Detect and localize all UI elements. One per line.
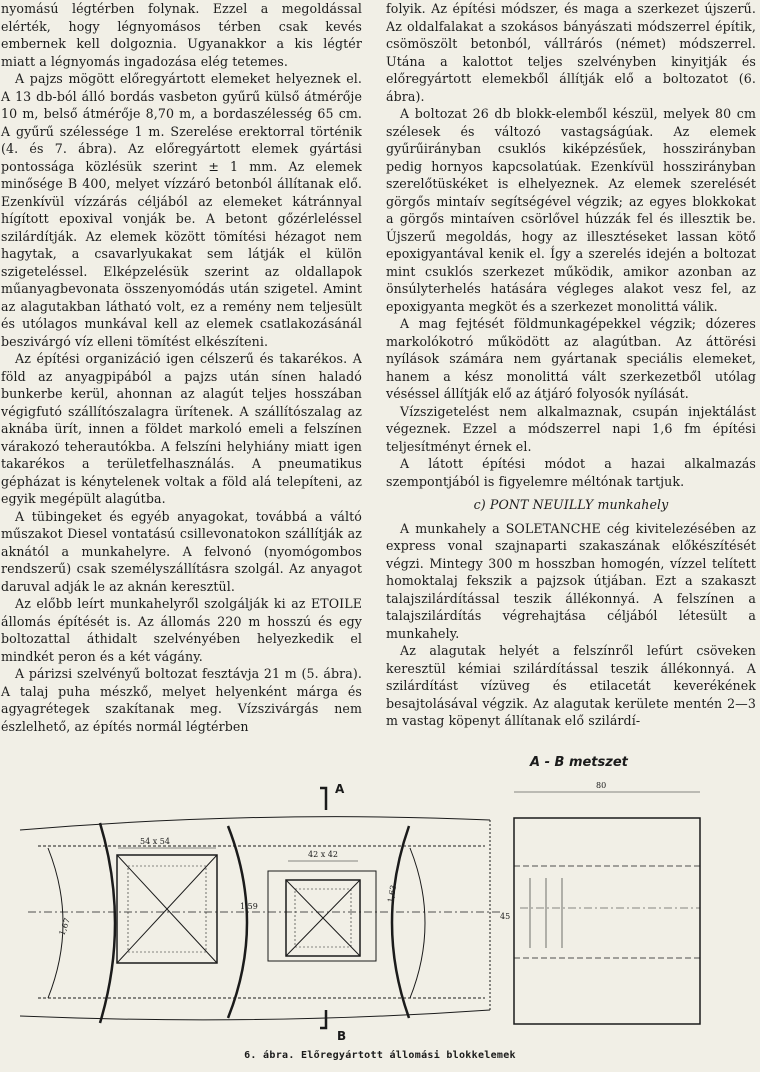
plan-top-edge [20,817,490,830]
joint-arc [410,848,425,998]
paragraph: Az építési organizáció igen célszerű és takarékos. A föld az anyagpipából a pajzs után sínen haladó bunkerbe kerül, ahonnan az alagút teljes hosszában végigfutó szállítószalagra ürítenek. A szállítószalag az aknába ürít, innen a földet markoló emeli a felszínen várakozó teherautókba. A felszíni helyhiány miatt igen takarékos a területfelhasználás. A pneumatikus gépházat is kénytelenek voltak a föld alá telepíteni, az egyik megépült alagútba. [1,351,362,506]
section-hidden-lines [514,866,700,958]
paragraph: A tübingeket és egyéb anyagokat, továbbá a váltó műszakot Diesel vontatású csillevonatokon szállítják az aknától a munkahelyre. A felvonó (nyomógombos rendszerű) csak személyszállításra szolgál. Az anyagot daruval adják le az aknán keresztül. [1,508,362,594]
plan-bottom-edge [20,1010,490,1020]
paragraph: nyomású légtérben folynak. Ezzel a megoldással elérték, hogy légnyomásos térben csak kevés embernek kell dolgoznia. Ugyanakkor a kis légtér miatt a légnyomás ingadozása elég tetemes. [1,1,362,69]
technical-drawing [0,748,760,1048]
center-block-diagonals [286,880,360,956]
dim-163: 1,63 [386,884,399,904]
left-block-diagonals [117,855,217,963]
section-title: A - B metszet [530,755,628,770]
paragraph: Az alagutak helyét a felszínről lefúrt csöveken keresztül kémiai szilárdítással teszik állékonnyá. A szilárdítást vízüveg és etilacetát keverékének besajtolásával végzik. Az alagutak kerülete mentén 2—3 m vastag köpenyt állítanak elő szilárdí- [386,643,756,728]
right-text-column [386,0,756,730]
section-mark-b [320,1010,326,1028]
figure-caption: 6. ábra. Előregyártott állomási blokkelemek [244,1050,516,1061]
paragraph: A pajzs mögött előregyártott elemeket helyeznek el. A 13 db-ból álló bordás vasbeton gyűrű külső átmérője 10 m, belső átmérője 8,70 m, a bordaszélesség 65 cm. A gyűrű szélessége 1 m. Szerelése erektorral történik (4. és 7. ábra). Az előregyártott elemek gyártási pontossága közlésük szerint ± 1 mm. Az elemek minősége B 400, melyet vízzáró betonból állítanak elő. Ezenkívül vízzárás céljából az elemeket kátránnyal hígított epoxival vonják be. A betont gőzérleléssel szilárdítják. Az elemek között tömítési hézagot nem hagytak, a csavarlyukakat sem látják el külön szigeteléssel. Elképzelésük szerint az oldallapok műanyagbevonata összenyomódás után szigetel. Amint az alagutakban látható volt, ez a remény nem teljesült és utólagos munkával kell az elemek csatlakozásánál beszivárgó víz elleni tömítést elkészíteni. [1,71,362,349]
paragraph: Vízszigetelést nem alkalmaznak, csupán injektálást végeznek. Ezzel a módszerrel napi 1,6 fm építési teljesítményt érnek el. [386,403,756,454]
joint-arc [100,823,115,1023]
paragraph: A mag fejtését földmunkagépekkel végzik; dózeres markolókotró működött az alagútban. Az áttörési nyílások számára nem gyártanak speciális elemeket, hanem a kész monolittá vált szerkezetből utólag véséssel állítják elő az átjáró folyosók nyílását. [386,316,756,401]
section-heading: c) PONT NEUILLY munkahely [473,497,669,512]
paragraph: Az előbb leírt munkahelyről szolgálják ki az ETOILE állomás építését is. Az állomás 220 m hosszú és egy boltozattal áthidalt szelvényében helyezkedik el mindkét peron és a két vágány. [1,596,362,664]
label-b: B [337,1029,347,1043]
left-text-column [1,0,362,735]
section-mark-a [320,788,326,810]
section-dim-lines [530,878,562,948]
paragraph: folyik. Az építési módszer, és maga a szerkezet újszerű. Az oldalfalakat a szokásos bányászati módszerrel építik, csömöszölt betonból, vállтárós (német) módszerrel. Utána a kalottot teljes szelvényben kinyitják és előregyártott elemekből állítják elő a boltozatot (6. ábra). [386,1,756,104]
dim-80: 80 [596,781,607,790]
paragraph: A munkahely a SOLETANCHE cég kivitelezésében az express vonal szajnaparti szakaszának előkészítését végzi. Mintegy 300 m hosszban homogén, vízzel telített homoktalaj fekszik a pajzsok útjában. Ezt a szakaszt talajszilárdítással teszik állékonnyá. A felszínen a talajszilárdítás végrehajtása céljából létesült a munkahely. [386,520,756,641]
paragraph: A látott építési módot a hazai alkalmazás szempontjából is figyelemre méltónak tartjuk. [386,456,756,489]
paragraph: A párizsi szelvényű boltozat fesztávja 21 m (5. ábra). A talaj puha mészkő, melyet helyenként márga és agyagrétegek szakítanak meg. Vízszivárgás nem észlelhető, az építés normál légtérben [1,666,362,734]
dim-45: 45 [500,912,511,921]
section-block-outline [514,818,700,1024]
dim-159: 1,59 [240,902,258,911]
dim-left-square: 54 x 54 [140,837,170,846]
dim-center-square: 42 x 42 [308,850,338,859]
label-a: A [335,782,345,796]
paragraph: A boltozat 26 db blokk-elemből készül, melyek 80 cm szélesek és változó vastagságúak. Az elemek gyűrűirányban csuklós kiképzésűek, hosszirányban pedig hornyos kapcsolatúak. Ezenkívül hosszirányban szerelőtüskéket is elhelyeznek. Az elemek szerelését görgős mintaív segítségével végzik; az egyes blokkokat a görgős mintaíven csörlővel húzzák fel és illesztik be. Újszerű megoldás, hogy az illesztéseket lassan kötő epoxigyantával kenik el. Így a szerelés idején a boltozat mint csuklós szerkezet működik, amikor azonban az önsúlyterhelés hatására végleges alakot vesz fel, az epoxigyanta megköt és a szerkezet monolittá válik. [386,106,756,314]
joint-arc [392,826,409,1018]
dim-167: 1,67 [57,916,72,937]
joint-arc [228,826,247,1018]
figure-6-drawing [0,748,760,1072]
